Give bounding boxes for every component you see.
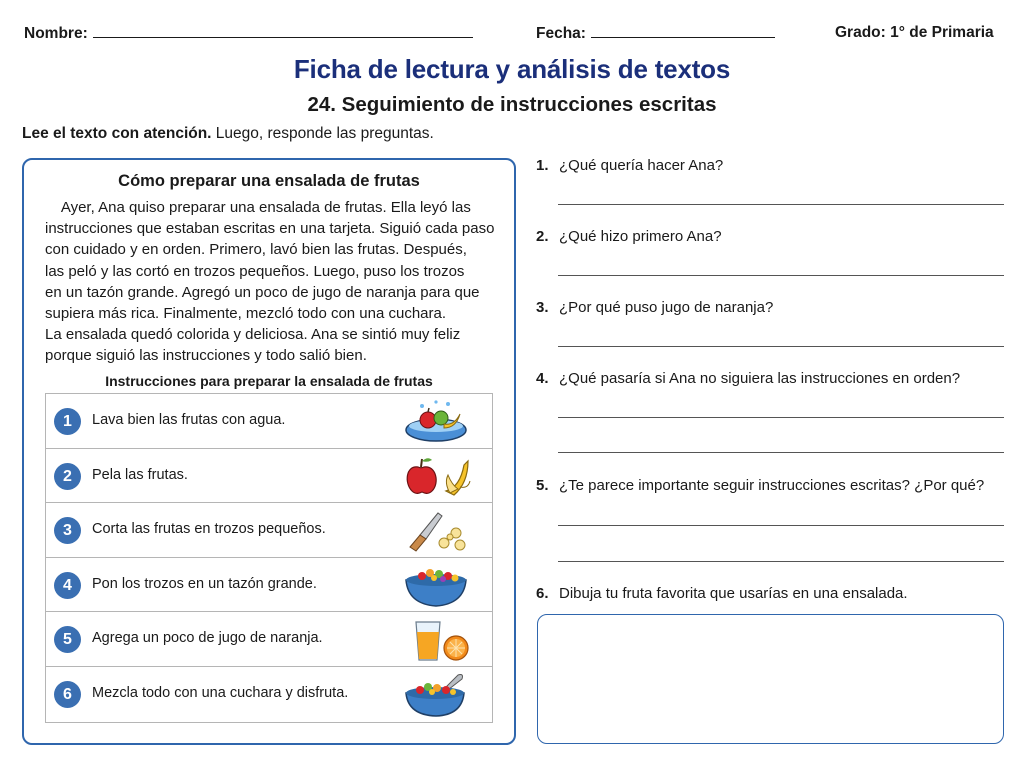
- story-line: instrucciones que estaban escritas en una tarjeta. Siguió cada paso: [45, 220, 495, 238]
- date-label: Fecha:: [536, 25, 586, 42]
- instruction-rest: Luego, responde las preguntas.: [211, 125, 434, 142]
- story-line: las peló y las cortó en trozos pequeños. Luego, puso los trozos: [45, 262, 465, 280]
- question-number: 1.: [536, 157, 549, 174]
- story-line: supiera más rica. Finalmente, mezcló todo con una cuchara.: [45, 305, 447, 323]
- question-number: 2.: [536, 228, 549, 245]
- reading-panel: [22, 158, 516, 745]
- name-field: [24, 24, 473, 43]
- step-number-badge: 2: [54, 463, 81, 490]
- step-text: Agrega un poco de jugo de naranja.: [92, 630, 323, 647]
- steps-table-title: Instrucciones para preparar la ensalada de frutas: [105, 373, 433, 389]
- question-text: ¿Qué quería hacer Ana?: [559, 157, 724, 174]
- step-row: [46, 394, 492, 449]
- answer-line[interactable]: [558, 275, 1004, 276]
- story-text: [45, 197, 505, 367]
- question-text: ¿Te parece importante seguir instrucciones escritas? ¿Por qué?: [559, 477, 985, 494]
- step-number-badge: 4: [54, 572, 81, 599]
- step-number-badge: 5: [54, 626, 81, 653]
- grade-label: Grado: 1° de Primaria: [835, 24, 994, 41]
- fruit-salad-bowl-icon: [398, 562, 474, 608]
- page-title: Ficha de lectura y análisis de textos: [293, 54, 731, 84]
- question-text: ¿Qué hizo primero Ana?: [559, 228, 722, 245]
- name-label: Nombre:: [24, 25, 88, 42]
- page-subtitle: 24. Seguimiento de instrucciones escritas: [307, 93, 717, 116]
- orange-juice-icon: [398, 616, 474, 662]
- name-input-line[interactable]: [93, 24, 473, 38]
- step-number-badge: 1: [54, 408, 81, 435]
- step-text: Pela las frutas.: [92, 466, 188, 483]
- worksheet-header: [0, 24, 1024, 46]
- question-5: [536, 477, 984, 494]
- answer-line[interactable]: [558, 417, 1004, 418]
- answer-line[interactable]: [558, 561, 1004, 562]
- instruction-text: [22, 125, 434, 143]
- question-text: ¿Qué pasaría si Ana no siguiera las instrucciones en orden?: [559, 370, 961, 387]
- knife-pieces-icon: [398, 507, 474, 553]
- answer-line[interactable]: [558, 452, 1004, 453]
- question-2: [536, 228, 722, 245]
- date-input-line[interactable]: [591, 24, 775, 38]
- question-1: [536, 157, 723, 174]
- step-text: Corta las frutas en trozos pequeños.: [92, 521, 326, 538]
- question-number: 3.: [536, 299, 549, 316]
- answer-line[interactable]: [558, 346, 1004, 347]
- answer-line[interactable]: [558, 204, 1004, 205]
- date-field: [536, 24, 775, 43]
- step-row: [46, 612, 492, 667]
- question-4: [536, 370, 960, 387]
- fruit-bowl-water-icon: [398, 398, 474, 444]
- story-line: en un tazón grande. Agregó un poco de jugo de naranja para que: [45, 283, 480, 301]
- story-line: con cuidado y en orden. Primero, lavó bien las frutas. Después,: [45, 241, 467, 259]
- question-number: 6.: [536, 585, 549, 602]
- story-line: Ayer, Ana quiso preparar una ensalada de frutas. Ella leyó las: [45, 199, 471, 216]
- step-text: Pon los trozos en un tazón grande.: [92, 575, 317, 592]
- story-title: Cómo preparar una ensalada de frutas: [118, 172, 420, 190]
- step-text: Mezcla todo con una cuchara y disfruta.: [92, 684, 349, 701]
- step-number-badge: 6: [54, 681, 81, 708]
- question-6: [536, 585, 908, 602]
- story-line: La ensalada quedó colorida y deliciosa. Ana se sintió muy feliz: [45, 326, 461, 344]
- answer-line[interactable]: [558, 525, 1004, 526]
- step-row: [46, 449, 492, 504]
- story-line: porque siguió las instrucciones y todo salió bien.: [45, 347, 367, 365]
- steps-table: [45, 393, 493, 723]
- instruction-bold: Lee el texto con atención.: [22, 125, 212, 142]
- question-3: [536, 299, 773, 316]
- drawing-area[interactable]: [537, 614, 1004, 744]
- step-text: Lava bien las frutas con agua.: [92, 412, 286, 428]
- question-number: 5.: [536, 477, 549, 494]
- step-row: [46, 503, 492, 558]
- question-text: ¿Por qué puso jugo de naranja?: [559, 299, 774, 316]
- question-number: 4.: [536, 370, 549, 387]
- step-number-badge: 3: [54, 517, 81, 544]
- question-text: Dibuja tu fruta favorita que usarías en una ensalada.: [559, 585, 908, 602]
- step-row: [46, 558, 492, 613]
- bowl-spoon-icon: [398, 671, 474, 717]
- apple-banana-icon: [398, 453, 474, 499]
- step-row: [46, 667, 492, 722]
